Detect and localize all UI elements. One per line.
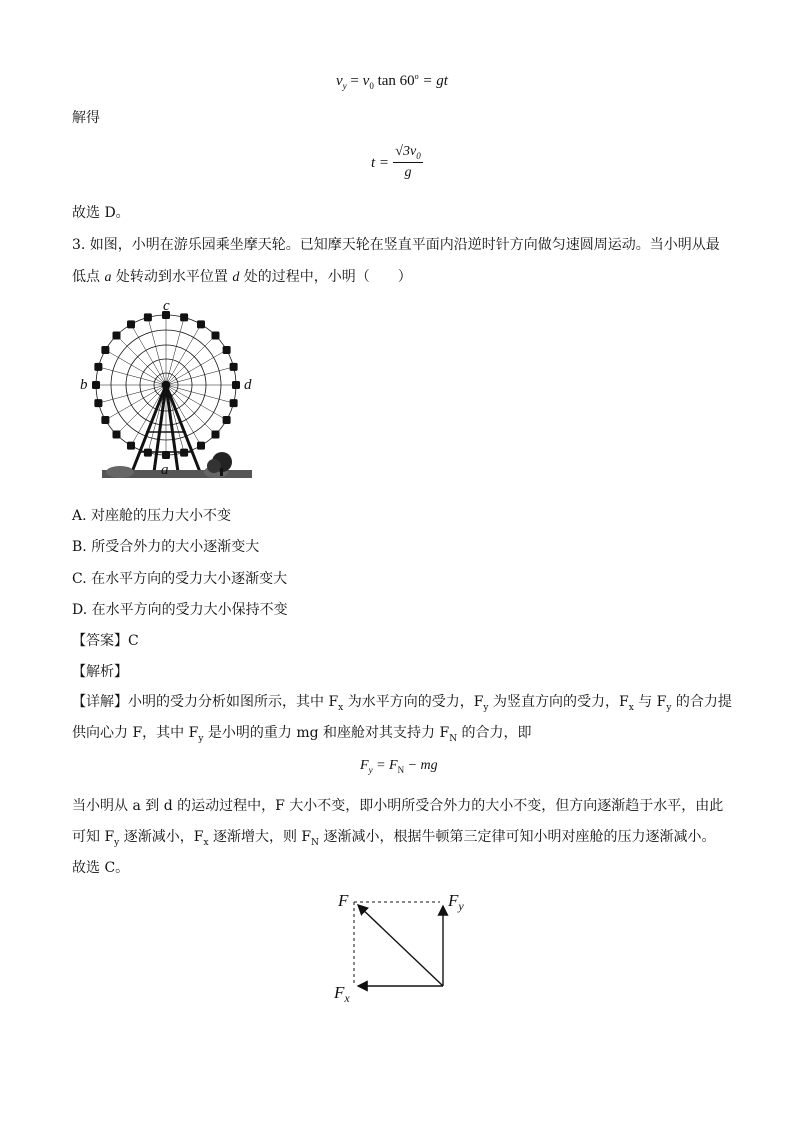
wheel-label-d: d [244, 377, 252, 393]
wheel-cabin [211, 332, 219, 340]
para2-line-2: 可知 $F_y$ 逐渐减小，$F_x$ 逐渐增大，则 $F_N$ 逐渐减小，根据牛顿第三定律可知小明对座舱的压力逐渐减小。 [72, 829, 716, 848]
option-d: D. 在水平方向的受力大小保持不变 [72, 602, 288, 618]
option-c: C. 在水平方向的受力大小逐渐变大 [72, 571, 288, 587]
wheel-cabin [113, 332, 121, 340]
question-3-line-2: 低点 a 处转动到水平位置 d 处的过程中，小明（ ） [72, 269, 412, 285]
choose-c: 故选 C。 [72, 860, 130, 876]
wheel-cabin [197, 442, 205, 450]
wheel-cabin [144, 313, 152, 321]
wheel-label-a: a [161, 462, 169, 478]
solve-label: 解得 [72, 110, 100, 126]
wheel-label-c: c [163, 298, 170, 314]
option-b: B. 所受合外力的大小逐渐变大 [72, 539, 260, 555]
choose-d: 故选 D。 [72, 205, 130, 221]
force-label-fy: $F_y$ [448, 891, 464, 913]
wheel-cabin [180, 313, 188, 321]
answer-line [72, 630, 139, 650]
wheel-cabin [101, 416, 109, 424]
answer-value: C [128, 633, 139, 649]
wheel-cabin [223, 346, 231, 354]
equation-fy: $F_y = F_N$ − mg [360, 758, 438, 775]
option-a: A. 对座舱的压力大小不变 [72, 508, 232, 524]
wheel-cabin [94, 363, 102, 371]
wheel-cabin [211, 430, 219, 438]
wheel-cabin [197, 320, 205, 328]
analysis-tag: 【解析】 [72, 664, 128, 680]
para2-line-1: 当小明从 a 到 d 的运动过程中，F 大小不变，即小明所受合外力的大小不变，但方向逐渐趋于水平，由此 [72, 798, 724, 814]
detail-line-2: 供向心力 F，其中 $F_y$ 是小明的重力 mg 和座舱对其支持力 $F_N$ 的合力，即 [72, 725, 532, 744]
force-diagram [330, 880, 480, 1010]
equation-vy: $v_y = v_0$ $\tan 60^o$ = gt [336, 72, 448, 91]
equation-t-lhs: t = [371, 155, 390, 171]
wheel-label-b: b [80, 377, 88, 393]
wheel-cabin [230, 399, 238, 407]
wheel-cabin [127, 442, 135, 450]
wheel-cabin [113, 430, 121, 438]
wheel-cabin [223, 416, 231, 424]
force-label-fx: $F_x$ [334, 983, 350, 1005]
ferris-wheel-figure [74, 292, 264, 484]
wheel-cabin [94, 399, 102, 407]
wheel-cabin [92, 381, 100, 389]
equation-t-fraction: $\frac{√3v_0}{g}$ [393, 144, 423, 181]
wheel-cabin [101, 346, 109, 354]
wheel-cabin [127, 320, 135, 328]
detail-line-1: 【详解】小明的受力分析如图所示，其中 $F_x$ 为水平方向的受力，$F_y$ 为竖直方向的受力，$F_x$ 与 $F_y$ 的合力提 [72, 694, 732, 713]
answer-tag: 【答案】 [72, 633, 128, 649]
force-label-f: F [338, 891, 349, 910]
wheel-cabin [230, 363, 238, 371]
wheel-cabin [232, 381, 240, 389]
question-3-line-1: 3. 如图，小明在游乐园乘坐摩天轮。已知摩天轮在竖直平面内沿逆时针方向做匀速圆周运动。当小明从最 [72, 237, 720, 253]
